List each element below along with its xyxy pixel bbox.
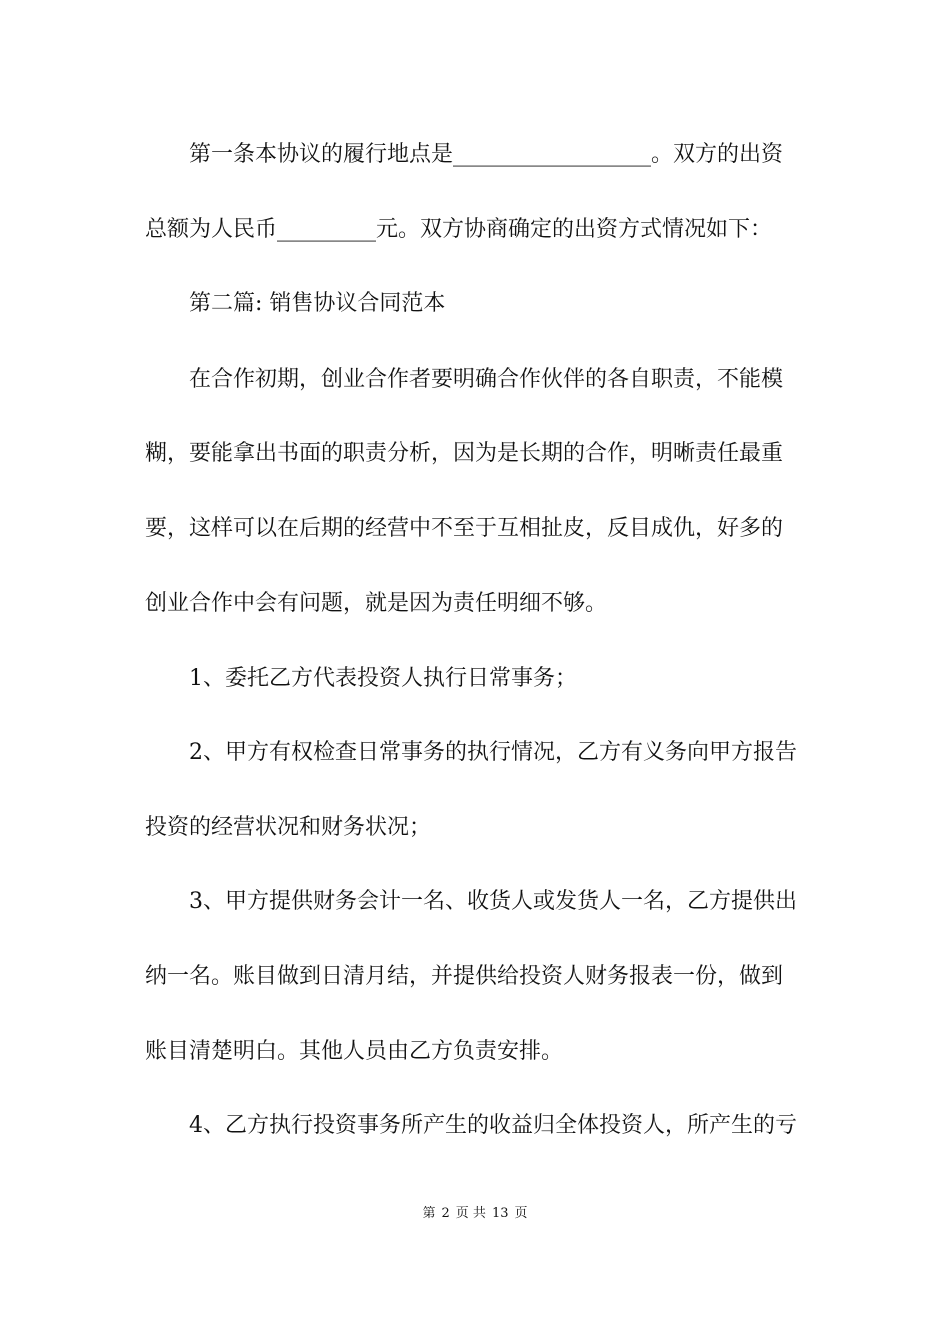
paragraph-line: 纳一名。账目做到日清月结，并提供给投资人财务报表一份，做到 (145, 964, 784, 989)
paragraph-line: 创业合作中会有问题，就是因为责任明细不够。 (145, 591, 608, 616)
list-item: 2、甲方有权检查日常事务的执行情况，乙方有义务向甲方报告 (189, 740, 797, 765)
list-item: 1、委托乙方代表投资人执行日常事务； (189, 666, 577, 691)
footer-suffix: 页 (514, 1206, 528, 1221)
paragraph-line: 糊，要能拿出书面的职责分析，因为是长期的合作，明晰责任最重 (145, 441, 784, 466)
paragraph-line: 投资的经营状况和财务状况； (145, 815, 432, 840)
paragraph-line: 在合作初期，创业合作者要明确合作伙伴的各自职责，不能模 (189, 367, 784, 392)
paragraph-line: 账目清楚明白。其他人员由乙方负责安排。 (145, 1039, 564, 1064)
footer-middle: 页 共 (455, 1206, 486, 1221)
page-number: 2 (441, 1206, 450, 1221)
footer-prefix: 第 (422, 1206, 436, 1221)
section-heading: 第二篇: 销售协议合同范本 (189, 291, 446, 316)
page-footer (0, 1205, 950, 1223)
total-pages: 13 (491, 1206, 509, 1221)
list-item: 4、乙方执行投资事务所产生的收益归全体投资人，所产生的亏 (189, 1113, 797, 1138)
paragraph-line: 第一条本协议的履行地点是__________________。双方的出资 (189, 142, 784, 167)
list-item: 3、甲方提供财务会计一名、收货人或发货人一名，乙方提供出 (189, 889, 797, 914)
paragraph-line: 总额为人民币_________元。双方协商确定的出资方式情况如下： (145, 217, 773, 242)
paragraph-line: 要，这样可以在后期的经营中不至于互相扯皮，反目成仇，好多的 (145, 516, 784, 541)
